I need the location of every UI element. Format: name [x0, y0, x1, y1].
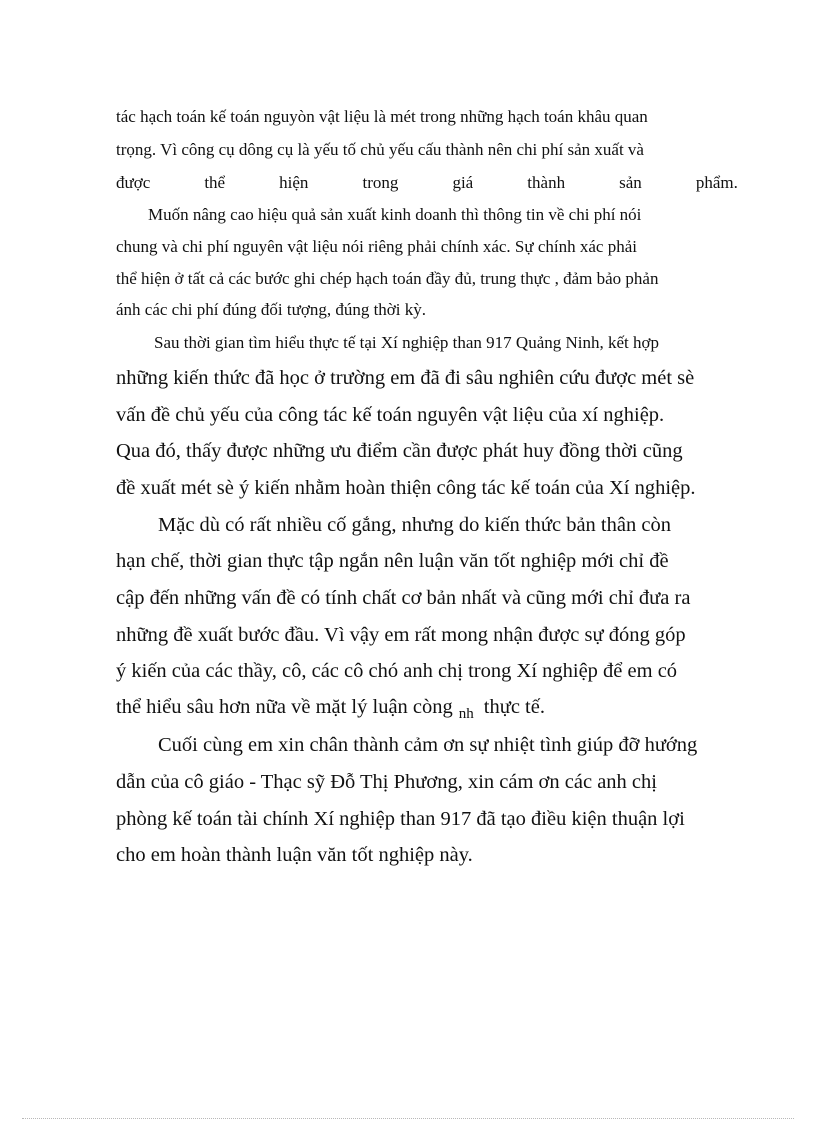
text-line: Cuối cùng em xin chân thành cảm ơn sự nhiệt tình giúp đỡ hướng — [158, 734, 698, 756]
text-line: Mặc dù có rất nhiều cố gắng, nhưng do kiến thức bản thân còn — [158, 514, 671, 536]
text-line: phòng kế toán tài chính Xí nghiệp than 917 đã tạo điều kiện thuận lợi — [116, 808, 685, 830]
text-line: ánh các chi phí đúng đối tượng, đúng thời kỳ. — [116, 300, 427, 319]
word: trong — [362, 173, 399, 192]
text-line: cập đến những vấn đề có tính chất cơ bản nhất và cũng mới chỉ đưa ra — [116, 587, 691, 609]
text-line: Sau thời gian tìm hiểu thực tế tại Xí nghiệp than 917 Quảng Ninh, kết hợp — [154, 333, 660, 352]
text-line: dẫn của cô giáo - Thạc sỹ Đỗ Thị Phương, xin cám ơn các anh chị — [116, 771, 657, 793]
word: thành — [527, 173, 566, 192]
text-line: Qua đó, thấy được những ưu điểm cần được phát huy đồng thời cũng — [116, 440, 683, 462]
text-line: hạn chế, thời gian thực tập ngắn nên luận văn tốt nghiệp mới chỉ đề — [116, 550, 669, 572]
word: được — [116, 173, 151, 192]
text-line: tác hạch toán kế toán nguyòn vật liệu là mét trong những hạch toán khâu quan — [116, 107, 648, 126]
word: hiện — [279, 173, 309, 192]
text-line: thể hiện ở tất cả các bước ghi chép hạch toán đầy đủ, trung thực , đảm bảo phản — [116, 269, 659, 288]
text-line: vấn đề chủ yếu của công tác kế toán nguyên vật liệu của xí nghiệp. — [116, 404, 665, 426]
text-line-justified — [116, 174, 738, 191]
text-line: trọng. Vì công cụ dông cụ là yếu tố chủ yếu cấu thành nên chi phí sản xuất và — [116, 140, 644, 159]
text-line: chung và chi phí nguyên vật liệu nói riêng phải chính xác. Sự chính xác phải — [116, 237, 637, 256]
text-line: những kiến thức đã học ở trường em đã đi sâu nghiên cứu được mét sè — [116, 367, 695, 389]
text-line-with-subscript — [116, 696, 738, 722]
line-text: thực tế. — [483, 696, 545, 718]
subscript-text: nh — [458, 706, 474, 722]
word: giá — [452, 173, 474, 192]
word: thể — [204, 173, 226, 192]
text-line: ý kiến của các thầy, cô, các cô chó anh chị trong Xí nghiệp để em có — [116, 660, 678, 682]
word: phẩm. — [695, 173, 738, 192]
text-line: cho em hoàn thành luận văn tốt nghiệp này. — [116, 844, 473, 866]
footer-divider — [22, 1118, 794, 1119]
text-line: Muốn nâng cao hiệu quả sản xuất kinh doanh thì thông tin về chi phí nói — [148, 205, 642, 224]
text-line: những đề xuất bước đầu. Vì vậy em rất mong nhận được sự đóng góp — [116, 624, 686, 646]
line-text: thể hiểu sâu hơn nữa về mặt lý luận còng — [116, 696, 453, 718]
word: sản — [619, 173, 642, 192]
text-line: đề xuất mét sè ý kiến nhằm hoàn thiện công tác kế toán của Xí nghiệp. — [116, 477, 696, 499]
